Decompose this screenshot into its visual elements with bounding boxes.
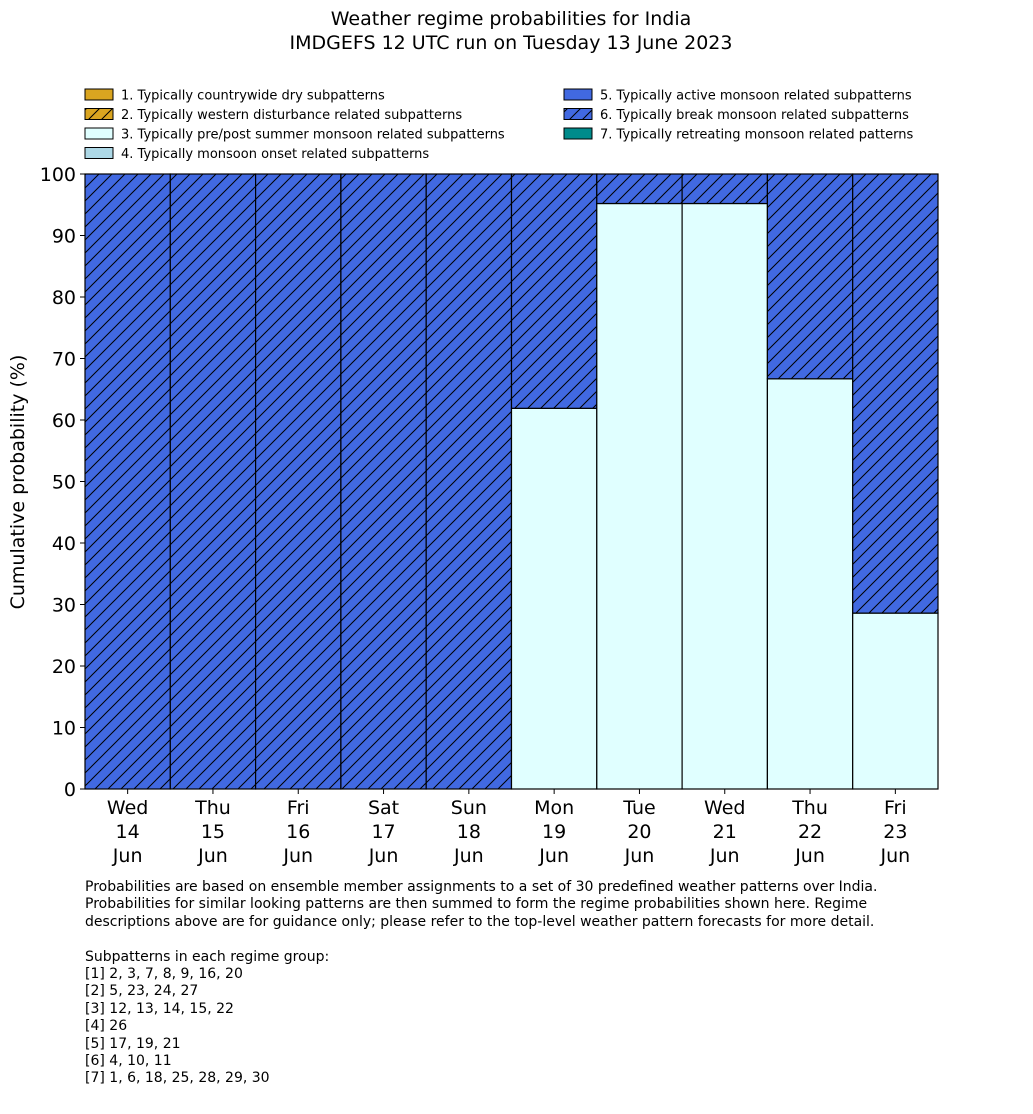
legend-item-3-swatch [85, 128, 113, 139]
x-tick-label: Jun [283, 845, 314, 867]
notes-line: Probabilities are based on ensemble member assignments to a set of 30 predefined weather patterns over India. [85, 879, 878, 895]
x-tick-label: Jun [880, 845, 911, 867]
x-tick-label: Wed [106, 797, 149, 819]
y-tick-label: 20 [51, 656, 76, 678]
x-tick-label: 21 [712, 821, 737, 843]
y-tick-label: 100 [39, 164, 76, 186]
bar-thu-15-jun-series-6-hatch [170, 174, 255, 789]
legend-item-6-label: 6. Typically break monsoon related subpatterns [600, 108, 909, 123]
x-tick-label: 23 [883, 821, 908, 843]
footnotes [85, 879, 985, 1088]
x-tick-label: 22 [797, 821, 823, 843]
x-tick-label: 17 [371, 821, 396, 843]
legend-item-4-swatch [85, 148, 113, 159]
x-tick-label: Jun [539, 845, 569, 867]
group-line: [6] 4, 10, 11 [85, 1053, 172, 1070]
chart-title-line-1: Weather regime probabilities for India [330, 8, 692, 30]
y-tick-label: 40 [51, 533, 76, 555]
group-line: [3] 12, 13, 14, 15, 22 [85, 1000, 234, 1017]
legend-item-1-label: 1. Typically countrywide dry subpatterns [121, 88, 385, 104]
bar-fri-23-jun-series-3 [853, 613, 938, 789]
legend-item-2-label: 2. Typically western disturbance related subpatterns [121, 108, 463, 123]
x-tick-label: Jun [624, 845, 655, 867]
bar-thu-22-jun-series-3 [767, 379, 852, 789]
x-tick-label: Wed [704, 797, 746, 819]
group-line: [7] 1, 6, 18, 25, 28, 29, 30 [85, 1070, 270, 1087]
x-tick-label: Jun [795, 845, 825, 867]
y-tick-label: 10 [51, 717, 76, 740]
x-tick-label: 15 [200, 821, 226, 843]
y-tick-label: 70 [51, 348, 76, 371]
bars-group [85, 174, 938, 789]
x-tick-label: 16 [286, 821, 311, 843]
group-line: [4] 26 [85, 1018, 128, 1035]
x-tick-label: Jun [112, 845, 143, 867]
x-tick-label: Jun [454, 845, 484, 867]
y-tick-label: 50 [51, 471, 76, 494]
legend-item-4-label: 4. Typically monsoon onset related subpatterns [121, 147, 430, 162]
y-tick-label: 80 [51, 287, 76, 309]
legend-item-1-swatch [85, 89, 113, 100]
group-line: [1] 2, 3, 7, 8, 9, 16, 20 [85, 966, 243, 983]
legend-item-7-swatch [564, 128, 592, 139]
legend-item-7-label: 7. Typically retreating monsoon related patterns [600, 127, 914, 143]
legend-item-6-swatch-hatch [564, 109, 592, 120]
x-tick-label: 14 [115, 821, 140, 843]
bar-sun-18-jun-series-6-hatch [426, 174, 511, 789]
x-tick-label: Mon [534, 797, 575, 819]
x-tick-label: Tue [623, 797, 656, 819]
x-tick-label: Thu [195, 797, 231, 819]
bar-tue-20-jun-series-3 [597, 204, 682, 789]
x-tick-label: Fri [286, 797, 310, 819]
y-tick-label: 30 [51, 594, 76, 617]
bar-sat-17-jun-series-6-hatch [341, 174, 426, 789]
notes-paragraph [85, 879, 985, 931]
x-tick-label: Jun [368, 845, 399, 867]
bar-wed-21-jun-series-3 [682, 204, 767, 789]
x-tick-label: 18 [456, 821, 481, 843]
bar-tue-20-jun-series-6-hatch [597, 174, 682, 204]
bar-wed-21-jun-series-6-hatch [682, 174, 767, 204]
legend-item-2-swatch-hatch [85, 109, 113, 120]
bar-fri-16-jun-series-6-hatch [256, 174, 341, 789]
x-tick-label: Sat [367, 797, 400, 819]
x-tick-label: Thu [792, 797, 828, 819]
bar-thu-22-jun-series-6-hatch [767, 174, 852, 379]
y-axis-label: Cumulative probability (%) [7, 354, 29, 610]
legend-item-5-swatch [564, 89, 592, 100]
chart-title-line-2: IMDGEFS 12 UTC run on Tuesday 13 June 2023 [289, 32, 733, 54]
y-tick-label: 0 [63, 779, 76, 801]
legend [85, 89, 913, 163]
legend-item-5-label: 5. Typically active monsoon related subpatterns [600, 88, 912, 104]
x-tick-label: 20 [627, 821, 652, 843]
notes-line: Probabilities for similar looking patterns are then summed to form the regime probabilities shown here. Regime [85, 896, 868, 913]
groups-heading: Subpatterns in each regime group: [85, 948, 330, 965]
group-line: [2] 5, 23, 24, 27 [85, 983, 199, 1000]
bar-mon-19-jun-series-3 [512, 408, 597, 789]
legend-item-3-label: 3. Typically pre/post summer monsoon related subpatterns [121, 127, 505, 143]
y-tick-label: 60 [51, 410, 76, 432]
x-tick-label: Fri [884, 797, 907, 819]
notes-line: descriptions above are for guidance only; please refer to the top-level weather pattern forecasts for more detail. [85, 913, 875, 930]
bar-mon-19-jun-series-6-hatch [512, 174, 597, 408]
y-tick-label: 90 [51, 225, 76, 248]
x-tick-label: Sun [450, 797, 487, 819]
bar-fri-23-jun-series-6-hatch [853, 174, 938, 613]
bar-wed-14-jun-series-6-hatch [85, 174, 170, 789]
x-tick-label: Jun [709, 845, 740, 867]
x-tick-label: 19 [542, 821, 567, 843]
x-tick-label: Jun [198, 845, 228, 867]
group-line: [5] 17, 19, 21 [85, 1035, 181, 1052]
